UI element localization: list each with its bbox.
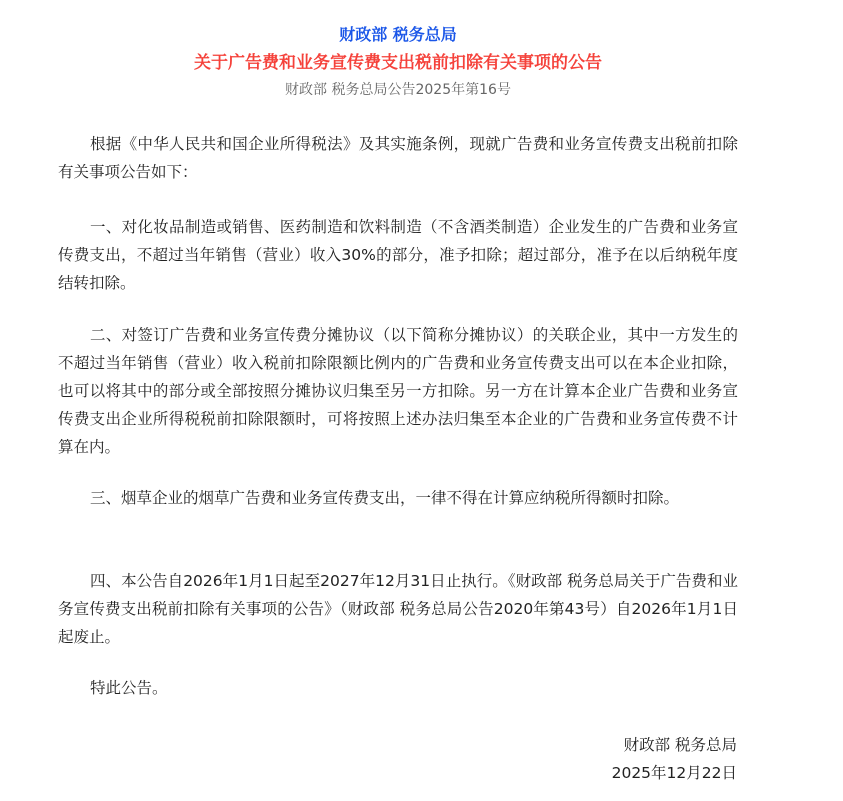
issuer-heading: 财政部 税务总局 (339, 25, 457, 44)
paragraph-item-3: 三、烟草企业的烟草广告费和业务宣传费支出，一律不得在计算应纳税所得额时扣除。 (90, 489, 680, 507)
paragraph-closing: 特此公告。 (90, 679, 168, 697)
document-number: 财政部 税务总局公告2025年第16号 (285, 82, 511, 98)
signature-block (612, 731, 737, 787)
paragraph-item-1: 一、对化妆品制造或销售、医药制造和饮料制造（不含酒类制造）企业发生的广告费和业务宣传费支出，不超过当年销售（营业）收入30%的部分，准予扣除；超过部分，准予在以后纳税年度结转扣除。 (58, 218, 738, 292)
paragraph-item-4: 四、本公告自2026年1月1日起至2027年12月31日止执行。《财政部 税务总局关于广告费和业务宣传费支出税前扣除有关事项的公告》（财政部 税务总局公告2020年第43号）自2026年1月1日起废止。 (58, 572, 738, 646)
signature-issuer: 财政部 税务总局 (623, 736, 737, 754)
signature-date: 2025年12月22日 (611, 764, 737, 782)
paragraph-item-2: 二、对签订广告费和业务宣传费分摊协议（以下简称分摊协议）的关联企业，其中一方发生的不超过当年销售（营业）收入税前扣除限额比例内的广告费和业务宣传费支出可以在本企业扣除，也可以将其中的部分或全部按照分摊协议归集至另一方扣除。另一方在计算本企业广告费和业务宣传费支出企业所得税税前扣除限额时，可将按照上述办法归集至本企业的广告费和业务宣传费不计算在内。 (58, 326, 738, 456)
announcement-title: 关于广告费和业务宣传费支出税前扣除有关事项的公告 (194, 53, 602, 73)
paragraph-preamble: 根据《中华人民共和国企业所得税法》及其实施条例，现就广告费和业务宣传费支出税前扣除有关事项公告如下： (58, 135, 738, 181)
